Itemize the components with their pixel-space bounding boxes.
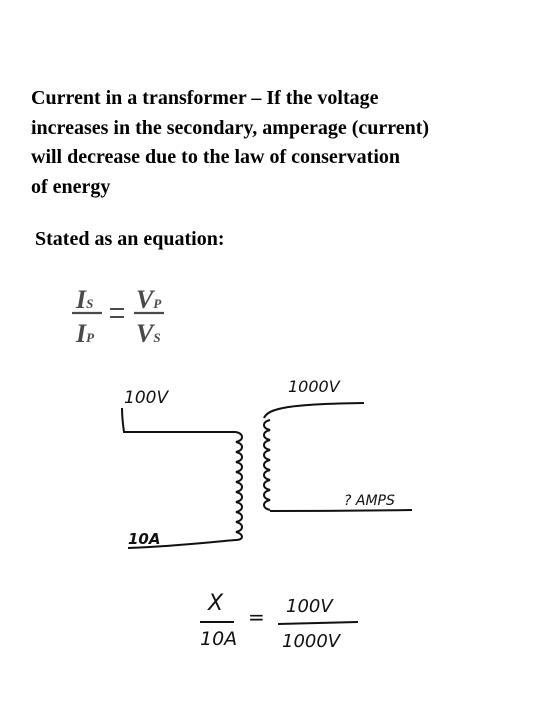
paragraph-line: Current in a transformer – If the voltage: [31, 87, 379, 109]
current-primary: IP: [76, 319, 95, 348]
unknown-current: X: [208, 591, 224, 616]
paragraph-line: will decrease due to the law of conservation: [31, 146, 401, 168]
handwritten-equals: =: [248, 605, 265, 629]
primary-current-label: 10A: [128, 530, 161, 548]
current-secondary: IS: [76, 285, 94, 314]
secondary-voltage-label: 1000V: [288, 377, 340, 396]
secondary-current-label: ? AMPS: [344, 493, 395, 509]
primary-coil: [236, 432, 242, 540]
primary-voltage-label: 100V: [124, 388, 169, 408]
primary-top-wire: [122, 408, 236, 432]
secondary-coil: [264, 420, 270, 510]
denominator-voltage: 1000V: [282, 631, 341, 652]
numerator-voltage: 100V: [286, 596, 333, 617]
equation-intro: Stated as an equation:: [35, 228, 225, 250]
paragraph-line: increases in the secondary, amperage (current): [31, 116, 430, 139]
secondary-bottom-wire: [270, 510, 412, 511]
secondary-top-wire: [264, 403, 364, 418]
paragraph-line: of energy: [31, 175, 111, 198]
voltage-primary: VP: [136, 285, 162, 314]
voltage-secondary: VS: [136, 319, 161, 348]
fraction-bar-right: [278, 622, 358, 624]
known-current: 10A: [200, 628, 238, 650]
